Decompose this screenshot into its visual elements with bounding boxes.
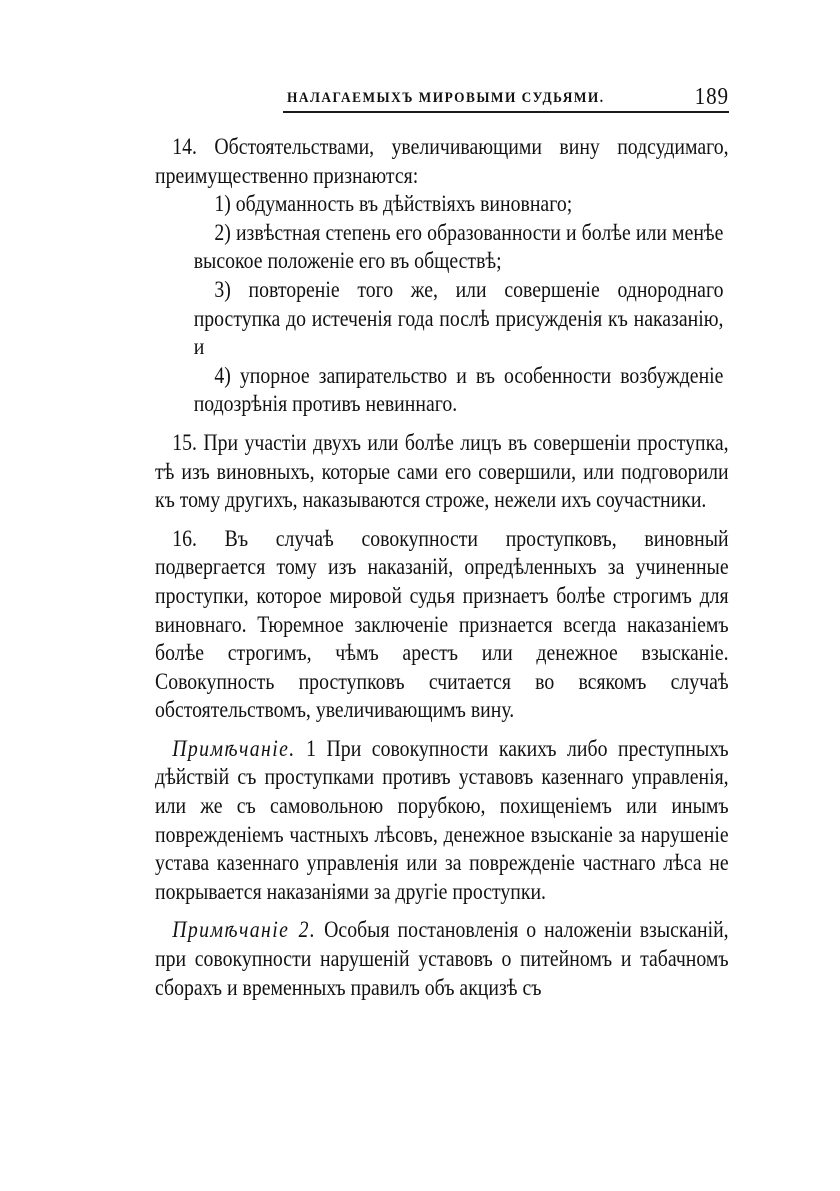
running-head: НАЛАГАЕМЫХЪ МИРОВЫМИ СУДЬЯМИ.: [287, 90, 605, 106]
note-2-text: Особыя постановленія о наложеніи взысканій, при совокупности нарушеній уставовъ о питейномъ и табачномъ сборахъ и временныхъ правилъ объ акцизѣ съ: [155, 917, 729, 1000]
note-1: [155, 735, 729, 907]
note-1-text: 1 При совокупности какихъ либо преступныхъ дѣйствій съ проступками противъ уставовъ казеннаго управленія, или же съ самовольною порубкою, похищеніемъ или инымъ поврежденіемъ частныхъ лѣсовъ, денежное взысканіе за нарушеніе устава казеннаго управленія или за поврежденіе частнаго лѣса не покрывается наказаніями за другіе проступки.: [155, 735, 729, 904]
article-14-item-2: 2) извѣстная степень его образованности и болѣе или менѣе высокое положеніе его въ обществѣ;: [193, 219, 724, 274]
header-rule: [283, 111, 729, 113]
note-2: [155, 916, 729, 1002]
note-1-label: Примѣчаніе.: [172, 735, 296, 761]
article-14-item-3: 3) повтореніе того же, или совершеніе однороднаго проступка до истеченія года послѣ присужденія къ наказанію, и: [193, 276, 724, 360]
article-14-item-1: 1) обдуманность въ дѣйствіяхъ виновнаго;: [214, 191, 573, 217]
article-16: 16. Въ случаѣ совокупности проступковъ, виновный подвергается тому изъ наказаній, опредѣленныхъ за учиненные проступки, которое мировой судья признаетъ болѣе строгимъ для виновнаго. Тюремное заключеніе признается всегда наказаніемъ болѣе строгимъ, чѣмъ арестъ или денежное взысканіе. Совокупность проступковъ считается во всякомъ случаѣ обстоятельствомъ, увеличивающимъ вину.: [155, 525, 729, 723]
article-14-intro: 14. Обстоятельствами, увеличивающими вину подсудимаго, преимущественно признаются:: [155, 134, 729, 188]
article-14-item-4: 4) упорное запирательство и въ особенности возбужденіе подозрѣнія противъ невиннаго.: [193, 362, 724, 417]
page-header: [283, 84, 729, 114]
page-body: [155, 133, 729, 1002]
article-15: 15. При участіи двухъ или болѣе лицъ въ совершеніи проступка, тѣ изъ виновныхъ, которые сами его совершили, или подговорили къ тому другихъ, наказываются строже, нежели ихъ соучастники.: [155, 429, 729, 513]
note-2-label: Примѣчаніе 2.: [172, 917, 317, 943]
page-number: 189: [694, 84, 729, 110]
